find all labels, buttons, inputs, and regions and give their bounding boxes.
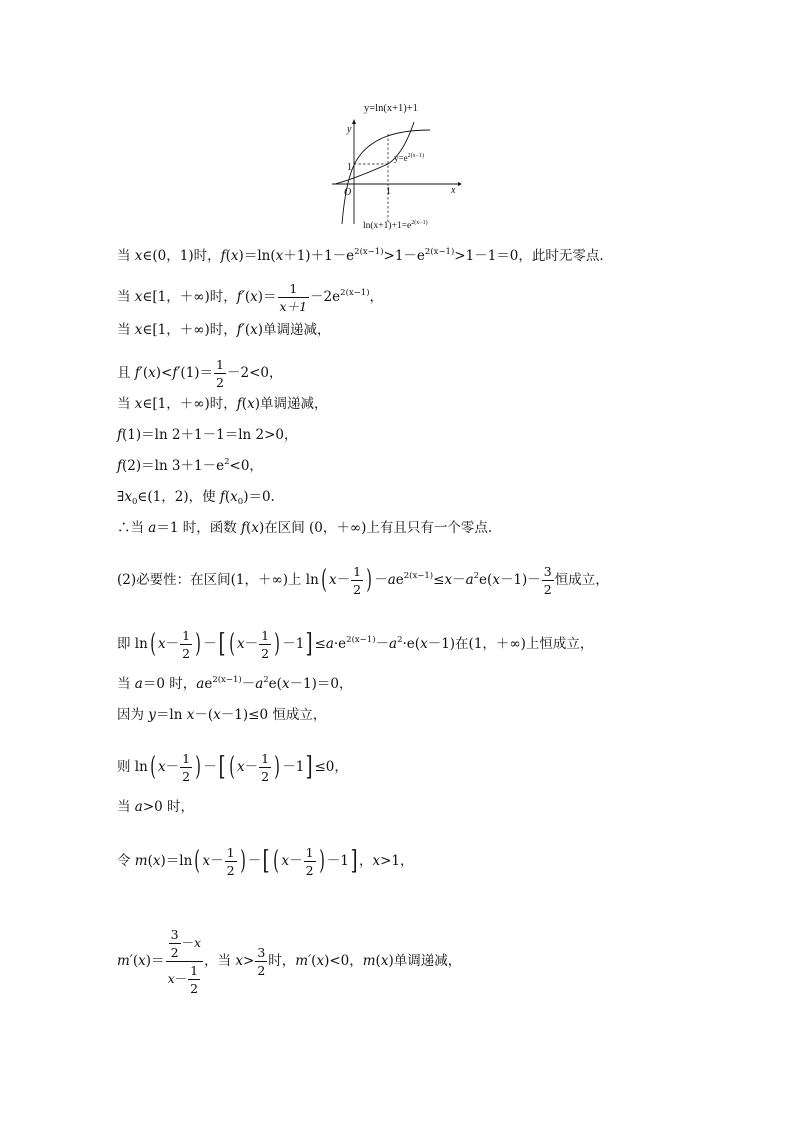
text-line-3: 当 x∈[1，＋∞)时，f′(x)单调递减， <box>117 322 331 338</box>
text-line-2: 当 x∈[1，＋∞)时，f′(x)＝ $\frac{1}{x+1}$ $-2e^{2(x-1)}$， <box>117 281 384 314</box>
fraction: $\frac{1}{2}$ <box>182 751 191 784</box>
text-line-9: ∴当 a＝1 时，函数 f(x)在区间 (0，＋∞)上有且只有一个零点. <box>117 520 493 536</box>
fraction: $\frac{1}{2}$ <box>305 845 314 878</box>
complex-fraction: $\frac{3}{2}$ －x x－ $\frac{1}{2}$ <box>167 927 202 996</box>
figure-caption: $\ln(x+1)+1=e^{2(x-1)}$ <box>363 220 428 231</box>
x-tick-one-label: 1 <box>386 186 391 197</box>
graph-svg <box>330 100 465 232</box>
text-line-5: 当 x∈[1，＋∞)时，f(x)单调递减， <box>117 396 328 412</box>
text-line-12: 当 a＝0 时，$ae^{2(x-1)}-a^2e(x-1)=0$， <box>117 675 353 692</box>
curve-label-ln: y=ln(x+1)+1 <box>364 103 418 114</box>
origin-label: O <box>344 187 352 198</box>
text-line-8: $\exists x_0\in(1$，2)，使 $f(x_0)=0$. <box>117 489 275 507</box>
fraction: $\frac{1}{2}$ <box>216 357 224 390</box>
text-line-14: 则 ln( x－ $\frac{1}{2}$ ) －[ ( x－ $\frac{1}{2}$ ) －1] ≤0， <box>117 751 348 784</box>
text-line-4: 且 f′(x)<f′(1)＝ $\frac{1}{2}$ －2<0， <box>117 357 283 390</box>
fraction: $\frac{3}{2}$ <box>257 945 266 978</box>
x-axis-arrow <box>458 182 462 186</box>
fraction: $\frac{1}{2}$ <box>261 628 270 661</box>
curve-label-exp: $y=e^{2(x-1)}$ <box>394 153 424 163</box>
text-line-7: f(2)＝ln $3+1-e^2<0$， <box>117 457 263 474</box>
text-line-15: 当 a>0 时， <box>117 799 195 815</box>
text-line-1: 当 x∈(0，1)时，$f(x)=\ln(x+1)+1-e^{2(x-1)}>1-e^{2(x-1)}>1-1=0$，此时无零点. <box>117 247 604 264</box>
function-graph-figure <box>330 100 465 232</box>
y-axis-label: y <box>347 124 352 135</box>
fraction: $\frac{1}{2}$ <box>353 564 362 597</box>
fraction: $\frac{1}{2}$ <box>182 628 191 661</box>
x-axis-label: x <box>451 185 456 196</box>
y-tick-one-label: 1 <box>347 162 352 173</box>
fraction: $\frac{1}{2}$ <box>226 845 235 878</box>
y-axis-arrow <box>352 119 356 124</box>
text-line-10: (2)必要性：在区间(1，＋∞)上 ln( x－ $\frac{1}{2}$ ) $-ae^{2(x-1)}\le x-a^2e(x-1)-$ $\frac{3}{2}$ 恒成立， <box>117 564 609 597</box>
text-line-16: 令 m(x)＝ln( x－ $\frac{1}{2}$ ) －[ ( x－ $\frac{1}{2}$ ) －1] ，x>1， <box>117 845 414 878</box>
text-line-13: 因为 y＝ln x－(x－1)≤0 恒成立， <box>117 707 327 723</box>
fraction: $\frac{1}{2}$ <box>261 751 270 784</box>
text-line-6: f(1)＝ln 2＋1－1＝ln 2>0， <box>117 427 298 443</box>
fraction: $\frac{1}{x+1}$ <box>279 281 308 314</box>
text-line-11: 即 ln( x－ $\frac{1}{2}$ ) －[ ( x－ $\frac{1}{2}$ ) $-1] \le a\cdot e^{2(x-1)}-a^2\cdot e(x-1)$在(1，＋∞)上恒成立， <box>117 628 594 661</box>
text-line-17: m′(x)＝ $\frac{3}{2}$ －x x－ $\frac{1}{2}$ ，当 x> $\frac{3}{2}$ 时，m′(x)<0，m(x)单调递减， <box>117 927 462 996</box>
fraction: $\frac{3}{2}$ <box>543 564 552 597</box>
